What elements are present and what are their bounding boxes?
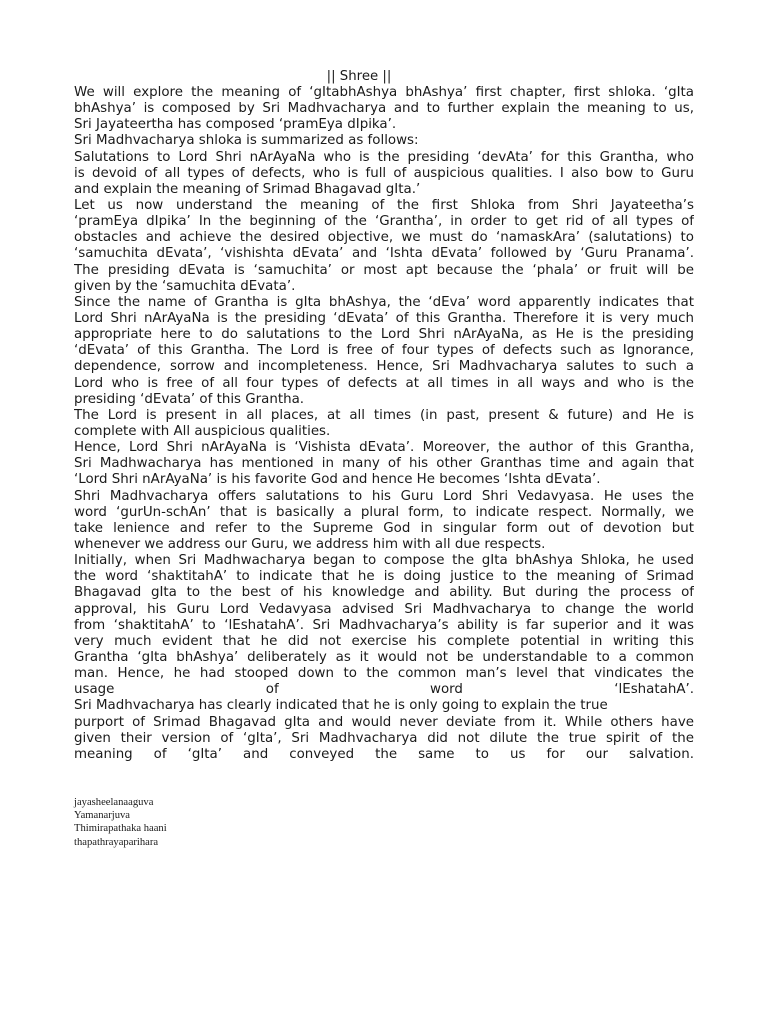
body-line: is devoid of all types of defects, who is full of auspicious qualities. I also bow to Guru [74,165,694,181]
signature-line: Yamanarjuva [74,810,130,822]
body-line: Sri Madhvacharya has clearly indicated that he is only going to explain the true [74,698,608,714]
body-line: bhAshya’ is composed by Sri Madhvacharya and to further explain the meaning to us, [74,101,694,117]
body-line: Sri Jayateertha has composed ‘pramEya dIpika’. [74,117,397,133]
body-line: We will explore the meaning of ‘gItabhAshya bhAshya’ first chapter, first shloka. ‘gIta [74,85,694,100]
signature-block [74,796,167,849]
body-line: very much evident that he did not exercise his complete potential in writing this [74,633,694,649]
body-line: word ‘gurUn-schAn’ that is basically a plural form, to indicate respect. Normally, we [74,504,694,520]
body-line: presiding ‘dEvata’ of this Grantha. [74,391,305,407]
body-line: Lord Shri nArAyaNa is the presiding ‘dEvata’ of this Grantha. Therefore it is very much [74,311,694,327]
body-line: approval, his Guru Lord Vedavyasa advised Sri Madhvacharya to change the world [74,601,694,617]
body-line: purport of Srimad Bhagavad gIta and would never deviate from it. While others have [74,714,694,730]
body-line: meaning of ‘gIta’ and conveyed the same to us for our salvation. [74,746,694,762]
body-line: Sri Madhwacharya has mentioned in many of his other Granthas time and again that [74,456,694,472]
body-line: take lenience and refer to the Supreme God in singular form out of devotion but [74,520,694,536]
body-line: ‘samuchita dEvata’, ‘vishishta dEvata’ and ‘Ishta dEvata’ followed by ‘Guru Pranama’. [74,246,694,262]
body-line: obstacles and achieve the desired objective, we must do ‘namaskAra’ (salutations) to [74,230,694,246]
body-line: Bhagavad gIta to the best of his knowledge and ability. But during the process of [74,585,694,601]
body-line: the word ‘shaktitahA’ to indicate that he is doing justice to the meaning of Srimad [74,569,694,585]
body-line: complete with All auspicious qualities. [74,424,331,440]
body-line: whenever we address our Guru, we address him with all due respects. [74,537,546,553]
body-line: Shri Madhvacharya offers salutations to his Guru Lord Shri Vedavyasa. He uses the [74,488,694,504]
document-body [74,85,694,763]
body-line: usage of word ‘lEshatahA’. [74,682,694,698]
document-title: || Shree || [326,69,392,84]
body-line: Hence, Lord Shri nArAyaNa is ‘Vishista dEvata’. Moreover, the author of this Grantha, [74,440,694,456]
body-line: and explain the meaning of Srimad Bhagavad gIta.’ [74,181,421,197]
body-line: ‘pramEya dIpika’ In the beginning of the ‘Grantha’, in order to get rid of all types of [74,214,694,230]
body-line: appropriate here to do salutations to the Lord Shri nArAyaNa, as He is the presiding [74,327,694,343]
body-line: Let us now understand the meaning of the first Shloka from Shri Jayateetha’s [74,198,694,214]
body-line: from ‘shaktitahA’ to ‘lEshatahA’. Sri Madhvacharya’s ability is far superior and it was [74,617,694,633]
body-line: dependence, sorrow and incompleteness. Hence, Sri Madhvacharya salutes to such a [74,359,694,375]
signature-line: jayasheelanaaguva [74,797,154,808]
signature-line: thapathrayaparihara [74,836,159,848]
body-line: ‘dEvata’ of this Grantha. The Lord is free of four types of defects such as Ignorance, [74,343,694,359]
body-line: The Lord is present in all places, at all times (in past, present & future) and He is [74,407,694,423]
body-line: Lord who is free of all four types of defects at all times in all ways and who is the [74,375,694,391]
body-line: Since the name of Grantha is gIta bhAshya, the ‘dEva’ word apparently indicates that [74,294,694,310]
body-line: Sri Madhvacharya shloka is summarized as follows: [74,133,419,149]
body-line: The presiding dEvata is ‘samuchita’ or most apt because the ‘phala’ or fruit will be [74,262,694,278]
body-line: given their version of ‘gIta’, Sri Madhvacharya did not dilute the true spirit of the [74,730,694,746]
body-line: Initially, when Sri Madhwacharya began to compose the gIta bhAshya Shloka, he used [74,553,694,569]
signature-line: Thimirapathaka haani [74,823,167,835]
body-line: man. Hence, he had stooped down to the common man’s level that vindicates the [74,666,694,682]
body-line: Grantha ‘gIta bhAshya’ deliberately as it would not be understandable to a common [74,650,694,666]
body-line: Salutations to Lord Shri nArAyaNa who is the presiding ‘devAta’ for this Grantha, who [74,149,694,165]
body-line: given by the ‘samuchita dEvata’. [74,278,296,294]
body-line: ‘Lord Shri nArAyaNa’ is his favorite God and hence He becomes ‘Ishta dEvata’. [74,472,601,488]
